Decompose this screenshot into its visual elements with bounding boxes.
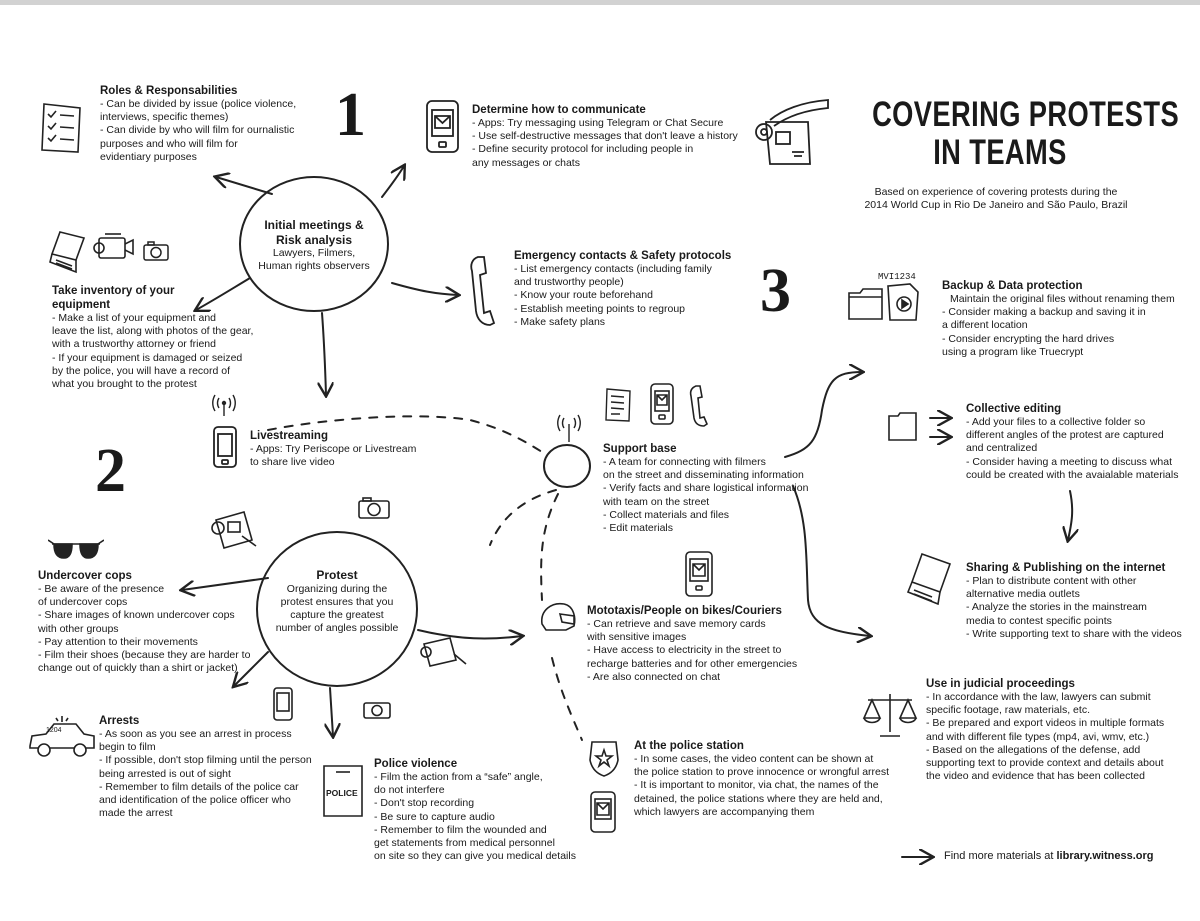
block-backup-heading: Backup & Data protection — [942, 280, 1083, 292]
block-communicate-line: - Define security protocol for including people in — [472, 143, 694, 156]
hub-initial-title-1: Initial meetings & — [264, 218, 364, 232]
block-roles — [100, 84, 296, 164]
video-camera-icon — [752, 92, 832, 172]
block-support-line: - A team for connecting with filmers — [603, 456, 766, 468]
sunglasses-icon — [48, 536, 104, 564]
camera-protest-bottom-icon — [362, 698, 392, 720]
block-undercover-line: - Be aware of the presence — [38, 583, 165, 595]
footer-link[interactable]: library.witness.org — [1056, 850, 1154, 862]
title-line-2: IN TEAMS — [933, 133, 1067, 172]
block-undercover-line: with other groups — [38, 622, 119, 635]
block-editing-line: - Add your files to a collective folder so — [966, 416, 1146, 428]
block-emergency-line: and trustworthy people) — [514, 276, 624, 289]
block-sharing-line: - Plan to distribute content with other — [966, 575, 1137, 587]
step-number-1: 1 — [335, 81, 366, 149]
block-arrests-line: - If possible, don't stop filming until the person — [99, 754, 312, 767]
block-editing-line: and centralized — [966, 442, 1038, 455]
block-arrests-line: being arrested is out of sight — [99, 767, 231, 780]
block-judicial — [926, 677, 1164, 783]
camera-protest-top-icon — [357, 496, 391, 520]
telephone-handset-icon — [468, 253, 498, 329]
block-inventory-line: with a trustworthy attorney or friend — [52, 338, 216, 351]
block-editing-heading: Collective editing — [966, 403, 1062, 415]
block-violence-line: - Don't stop recording — [374, 797, 475, 810]
block-judicial-line: - Be prepared and export videos in multiple formats — [926, 717, 1165, 730]
block-arrests-line: begin to film — [99, 741, 156, 754]
page-title — [872, 95, 1180, 172]
block-mototaxis-line: - Can retrieve and save memory cards — [587, 618, 766, 630]
block-violence-line: do not interfere — [374, 784, 445, 797]
block-sharing-line: - Analyze the stories in the mainstream — [966, 601, 1147, 614]
video-camera-protest-icon — [208, 508, 260, 556]
title-line-1: COVERING PROTESTS — [872, 95, 1180, 134]
block-arrests-line: - As soon as you see an arrest in process — [99, 728, 292, 740]
block-livestreaming-line: - Apps: Try Periscope or Livestream — [250, 443, 417, 455]
folder-editing-icon — [886, 410, 920, 444]
hub-protest — [262, 568, 412, 635]
scales-icon — [862, 690, 918, 740]
block-roles-line: - Can divide by who will film for ournalistic — [100, 124, 295, 137]
block-undercover-line: - Film their shoes (because they are harder to — [38, 649, 251, 662]
block-sharing-line: alternative media outlets — [966, 588, 1080, 601]
block-inventory-line: leave the list, along with photos of the gear, — [52, 325, 254, 338]
block-inventory-line: what you brought to the protest — [52, 378, 197, 391]
hub-protest-sub-3: capture the greatest — [290, 608, 384, 621]
block-backup — [942, 279, 1175, 359]
video-camera-small-icon — [93, 232, 135, 262]
folder-backup-icon — [846, 283, 886, 323]
block-communicate-heading: Determine how to communicate — [472, 104, 646, 116]
checklist-icon — [38, 100, 88, 156]
phone-livestream-icon — [212, 425, 238, 469]
file-tag-label: MVI1234 — [878, 272, 916, 282]
block-communicate-line: - Apps: Try messaging using Telegram or Chat Secure — [472, 117, 724, 129]
block-mototaxis-line: - Are also connected on chat — [587, 670, 721, 683]
block-station-line: the police station to prove innocence or wrongful arrest — [634, 766, 890, 779]
block-communicate-line: any messages or chats — [472, 156, 580, 169]
block-emergency-line: - List emergency contacts (including family — [514, 263, 712, 275]
laptop-sharing-icon — [904, 552, 954, 608]
block-station-line: - It is important to monitor, via chat, the names of the — [634, 779, 879, 792]
block-backup-line: using a program like Truecrypt — [942, 345, 1084, 358]
laptop-icon — [48, 230, 88, 274]
block-mototaxis — [587, 604, 797, 684]
block-inventory-line: - If your equipment is damaged or seized — [52, 351, 243, 364]
block-backup-line: Maintain the original files without renaming them — [950, 293, 1175, 305]
police-bag-label: POLICE — [326, 788, 358, 798]
block-support-line: - Collect materials and files — [603, 508, 730, 521]
block-editing-line: could be created with the avaialable materials — [966, 468, 1179, 481]
checklist-support-icon — [604, 386, 634, 424]
block-judicial-line: - In accordance with the law, lawyers can submit — [926, 691, 1151, 703]
hub-initial-sub-1: Lawyers, Filmers, — [272, 247, 356, 259]
block-violence-line: - Remember to film the wounded and — [374, 823, 547, 836]
block-communicate — [472, 103, 738, 170]
police-car-icon — [26, 712, 98, 762]
block-inventory-heading-2: equipment — [52, 299, 111, 311]
phone-support-icon — [649, 382, 675, 426]
block-station-line: - In some cases, the video content can be shown at — [634, 753, 874, 765]
helmet-icon — [538, 600, 578, 640]
block-judicial-heading: Use in judicial proceedings — [926, 678, 1075, 690]
block-arrests-line: and identification of the police officer who — [99, 794, 291, 807]
block-emergency-line: - Establish meeting points to regroup — [514, 302, 686, 315]
block-undercover-line: - Pay attention to their movements — [38, 635, 198, 648]
phone-mototaxi-icon — [684, 550, 714, 598]
phone-icon — [424, 98, 462, 156]
block-violence-line: on site so they can give you medical details — [374, 850, 576, 863]
phone-protest-icon — [272, 686, 294, 722]
block-station-heading: At the police station — [634, 740, 744, 752]
block-communicate-line: - Use self-destructive messages that don't leave a history — [472, 130, 738, 143]
police-car-number: 1204 — [46, 727, 62, 734]
block-roles-line: evidentiary purposes — [100, 150, 197, 163]
block-judicial-line: specific footage, raw materials, etc. — [926, 704, 1090, 717]
block-mototaxis-line: with sensitive images — [587, 631, 687, 644]
block-violence-line: - Be sure to capture audio — [374, 810, 495, 823]
block-backup-line: - Consider encrypting the hard drives — [942, 332, 1115, 345]
block-sharing — [966, 561, 1182, 641]
block-mototaxis-heading: Mototaxis/People on bikes/Couriers — [587, 605, 782, 617]
block-support-line: - Verify facts and share logistical information — [603, 482, 809, 495]
block-sharing-line: - Write supporting text to share with the videos — [966, 627, 1182, 640]
block-backup-line: a different location — [942, 319, 1028, 332]
block-station-line: detained, the police stations where they are held and, — [634, 792, 883, 805]
block-roles-line: - Can be divided by issue (police violence, — [100, 98, 297, 110]
block-judicial-line: and with different file types (mp4, avi, wmv, etc.) — [926, 730, 1150, 743]
block-inventory-heading-1: Take inventory of your — [52, 285, 175, 297]
subtitle-line-1: Based on experience of covering protests during the — [874, 186, 1118, 198]
block-arrests-line: - Remember to film details of the police car — [99, 780, 299, 793]
block-arrests-heading: Arrests — [99, 715, 140, 727]
block-undercover-heading: Undercover cops — [38, 570, 132, 582]
radio-tower-icon — [212, 392, 236, 416]
hub-protest-sub-1: Organizing during the — [286, 582, 388, 595]
block-roles-line: purposes and who will film for — [100, 137, 238, 150]
block-violence-heading: Police violence — [374, 758, 458, 770]
step-number-2: 2 — [95, 437, 126, 505]
block-collective-editing — [966, 402, 1178, 482]
block-violence-line: get statements from medical personnel — [374, 837, 555, 850]
block-roles-line: interviews, specific themes) — [100, 111, 229, 124]
hub-protest-sub-2: protest ensures that you — [280, 595, 394, 608]
handset-support-icon — [688, 384, 710, 428]
block-emergency-heading: Emergency contacts & Safety protocols — [514, 250, 732, 262]
block-judicial-line: the video and evidence that has been collected — [926, 770, 1145, 783]
phone-station-icon — [589, 790, 617, 834]
file-video-icon — [884, 280, 922, 324]
block-sharing-line: media to contest specific points — [966, 614, 1112, 627]
block-livestreaming — [250, 429, 416, 469]
video-camera-protest-right-icon — [418, 634, 468, 674]
block-inventory — [52, 284, 253, 391]
block-emergency-line: - Know your route beforehand — [514, 289, 653, 302]
block-livestreaming-line: to share live video — [250, 456, 335, 469]
block-judicial-line: - Based on the allegations of the defense, add — [926, 743, 1141, 756]
block-violence-line: - Film the action from a “safe” angle, — [374, 771, 543, 783]
block-roles-heading: Roles & Responsabilities — [100, 85, 238, 97]
block-police-violence — [374, 757, 576, 863]
block-undercover-line: of undercover cops — [38, 596, 128, 609]
block-emergency — [514, 249, 731, 329]
block-undercover-line: - Share images of known undercover cops — [38, 609, 235, 622]
hub-protest-sub-4: number of angles possible — [275, 621, 399, 634]
footer-prefix: Find more materials at — [944, 850, 1057, 862]
step-number-3: 3 — [760, 257, 791, 325]
block-support-line: with team on the street — [603, 495, 710, 508]
hub-initial-title-2: Risk analysis — [275, 232, 353, 247]
hub-initial-meetings — [244, 218, 384, 273]
block-mototaxis-line: recharge batteries and for other emergencies — [587, 657, 798, 670]
block-mototaxis-line: - Have access to electricity in the street to — [587, 644, 782, 657]
hub-protest-title: Protest — [316, 568, 358, 582]
camera-icon — [142, 240, 170, 262]
block-support-line: - Edit materials — [603, 522, 674, 535]
block-police-station — [634, 739, 889, 819]
block-station-line: which lawyers are accompanying them — [634, 805, 815, 818]
block-sharing-heading: Sharing & Publishing on the internet — [966, 562, 1166, 574]
radio-tower-support-icon — [557, 412, 581, 442]
badge-icon — [586, 738, 622, 778]
block-support-heading: Support base — [603, 443, 677, 455]
block-arrests — [99, 714, 312, 820]
subtitle-line-2: 2014 World Cup in Rio De Janeiro and São Paulo, Brazil — [864, 199, 1128, 211]
block-inventory-line: by the police, you will have a record of — [52, 364, 231, 377]
block-judicial-line: supporting text to provide context and details about — [926, 757, 1164, 770]
block-undercover-line: change out of quickly than a shirt or jacket) — [38, 662, 238, 675]
block-inventory-line: - Make a list of your equipment and — [52, 312, 217, 324]
footer — [944, 850, 1153, 862]
block-support-base — [603, 442, 808, 535]
block-undercover — [38, 569, 250, 675]
page-subtitle — [846, 186, 1146, 212]
block-arrests-line: made the arrest — [99, 807, 173, 820]
block-editing-line: - Consider having a meeting to discuss what — [966, 455, 1173, 468]
block-backup-line: - Consider making a backup and saving it in — [942, 306, 1146, 319]
block-emergency-line: - Make safety plans — [514, 315, 606, 328]
hub-circle-support — [544, 445, 590, 487]
hub-initial-sub-2: Human rights observers — [258, 260, 370, 272]
block-livestreaming-heading: Livestreaming — [250, 430, 328, 442]
block-support-line: on the street and disseminating information — [603, 469, 804, 482]
block-editing-line: different angles of the protest are captured — [966, 429, 1164, 442]
